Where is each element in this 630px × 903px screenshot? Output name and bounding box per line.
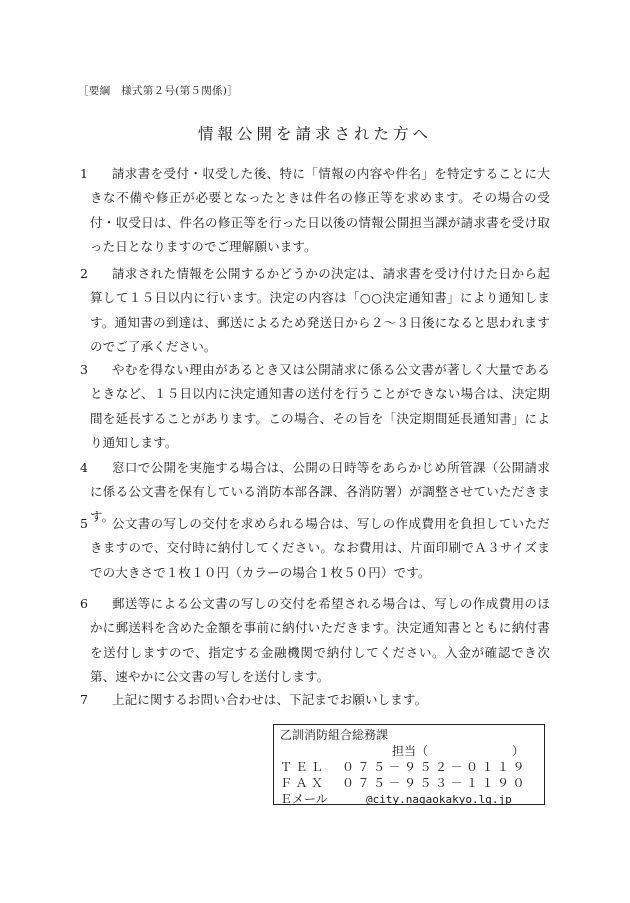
contact-tanto-open: 担当（ — [392, 744, 429, 758]
contact-fax — [280, 775, 538, 791]
section-number: 4 — [80, 460, 89, 475]
page-title: 情報公開を請求された方へ — [197, 125, 432, 143]
section-2 — [80, 262, 550, 359]
section-number: 6 — [80, 596, 89, 611]
section-1 — [80, 162, 550, 259]
contact-org: 乙訓消防組合総務課 — [280, 728, 389, 742]
contact-tanto-close: ） — [512, 744, 525, 758]
contact-box — [273, 724, 545, 805]
section-3 — [80, 358, 550, 455]
section-6 — [80, 592, 550, 689]
section-number: 5 — [80, 516, 89, 531]
contact-tel-label: ＴＥＬ — [280, 760, 327, 774]
section-text: やむを得ない理由があるとき又は公開請求に係る公文書が著しく大量であるときなど、１５日以内に決定通知書の送付を行うことができない場合は、決定期間を延長することがあります。この場合、その旨を「決定期間延長通知書」により通知します。 — [90, 362, 550, 450]
section-text: 郵送等による公文書の写しの交付を希望される場合は、写しの作成費用のほかに郵送料を含めた金額を事前に納付いただきます。決定通知書とともに納付書を送付しますので、指定する金融機関で納付してください。入金が確認でき次第、速やかに公文書の写しを送付します。 — [90, 596, 550, 684]
contact-tanto — [280, 743, 538, 759]
section-number: 7 — [80, 692, 89, 707]
contact-mail-label: Ｅメール — [280, 792, 328, 806]
section-text: 請求された情報を公開するかどうかの決定は、請求書を受け付けた日から起算して１５日以内に行います。決定の内容は「○○決定通知書」により通知します。通知書の到達は、郵送によるため発送日から２～３日後になると思われますのでご了承ください。 — [90, 266, 550, 354]
contact-tel — [280, 759, 538, 775]
contact-tel-number: ０７５－９５２－０１１９ — [342, 760, 529, 774]
contact-mail — [280, 791, 538, 808]
contact-mail-address: @city.nagaokakyo.lg.jp — [366, 793, 512, 806]
form-note: ［要綱 様式第２号(第５関係)］ — [78, 85, 238, 97]
section-text: 請求書を受付・収受した後、特に「情報の内容や件名」を特定することに大きな不備や修正が必要となったときは件名の修正等を求めます。その場合の受付・収受日は、件名の修正等を行った日以後の情報公開担当課が請求書を受け取った日となりますのでご理解願います。 — [90, 166, 550, 254]
section-text: 上記に関するお問い合わせは、下記までお願いします。 — [112, 692, 428, 707]
section-7 — [80, 688, 550, 712]
section-text: 窓口で公開を実施する場合は、公開の日時等をあらかじめ所管課（公開請求に係る公文書を保有している消防本部各課、各消防署）が調整させていただきます。 — [90, 460, 550, 524]
section-text: 公文書の写しの交付を求められる場合は、写しの作成費用を負担していただきますので、交付時に納付してください。なお費用は、片面印刷でＡ３サイズまでの大きさで１枚１０円（カラーの場合１枚５０円）です。 — [90, 516, 550, 580]
section-number: 2 — [80, 266, 89, 281]
section-5 — [80, 512, 550, 585]
contact-fax-number: ０７５－９５３－１１９０ — [342, 776, 529, 790]
section-number: 3 — [80, 362, 89, 377]
section-number: 1 — [80, 166, 89, 181]
contact-fax-label: ＦＡＸ — [280, 776, 327, 790]
